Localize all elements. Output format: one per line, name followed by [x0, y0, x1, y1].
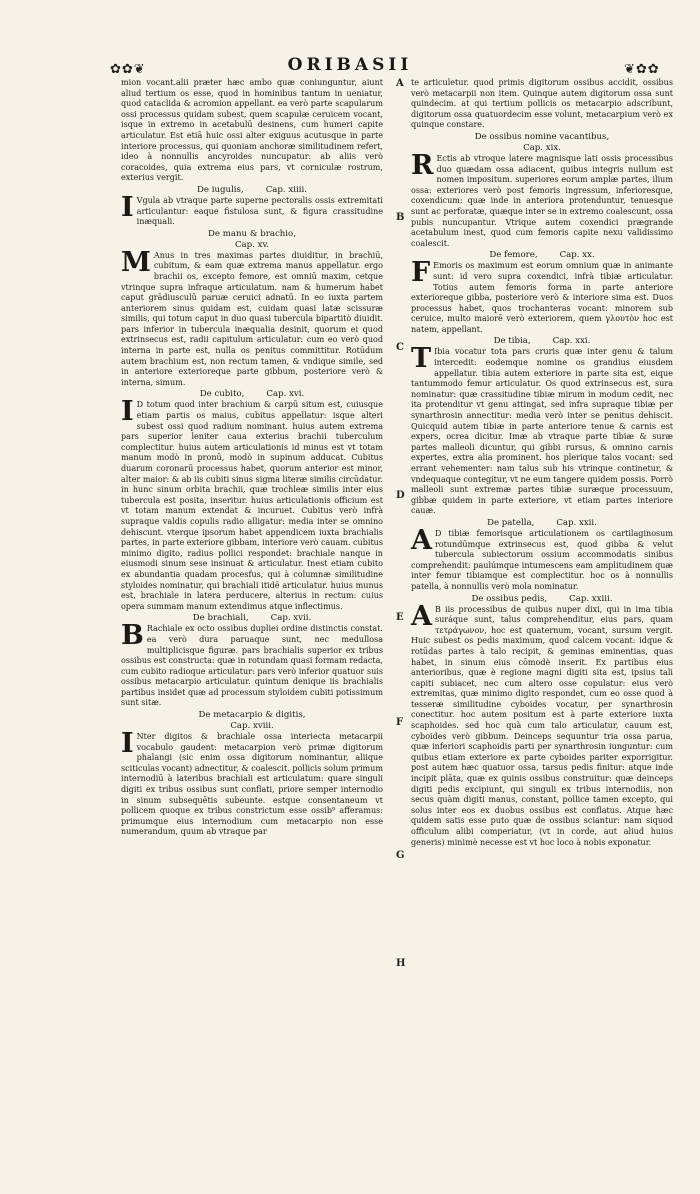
chapter-number: Cap. xxi.	[552, 336, 591, 347]
margin-letter: D	[396, 490, 405, 501]
chapter-number: Cap. xiiii.	[265, 184, 307, 195]
drop-cap-initial: R	[411, 149, 434, 181]
chapter-heading: Cap. xv.	[234, 239, 270, 250]
drop-cap-initial: F	[411, 257, 431, 289]
chapter-heading	[411, 518, 673, 529]
chapter-number: Cap. xxii.	[556, 517, 597, 528]
chapter-title: De cubito,	[199, 389, 245, 400]
margin-letter: F	[396, 717, 404, 728]
paragraph	[121, 396, 383, 612]
drop-cap-initial: M	[121, 246, 151, 278]
paragraph	[121, 728, 383, 838]
chapter-title: De manu & brachio,	[208, 228, 296, 239]
chapter-number: Cap. xx.	[559, 250, 595, 261]
drop-cap-initial: T	[411, 343, 432, 375]
chapter-title: De iugulis,	[197, 184, 244, 195]
chapter-heading	[411, 336, 673, 347]
paragraph	[411, 257, 673, 335]
chapter-heading	[121, 613, 383, 624]
drop-cap-initial: A	[411, 600, 432, 632]
paragraph: mion vocant.alii præter hæc ambo quæ coniunguntur, aiunt aliud tertium os esse, quod in hominibus tantum in ueniatur, quod cataclida & acromion appellant. ea verò parte scapularum ossi processus quidam subest, quem scapulæ ceruicem vocant, isque in extremo in acetabulū desinens, cum humeri capite articulatur. Est etiā huic ossi alter exiguus acutusque in parte interiore processus, qui quoniam anchoræ similitudinem refert, ideo à nonnullis ancyroides nuncupatur: ab aliis verò coracoides, quia extrema eius pars, vt corniculæ rostrum, exterius vergit.	[121, 78, 383, 183]
drop-cap-initial: I	[121, 728, 134, 760]
chapter-heading: Cap. xviii.	[230, 721, 274, 732]
margin-letter: C	[396, 342, 404, 353]
paragraph	[411, 343, 673, 517]
chapter-number: Cap. xvii.	[270, 613, 312, 624]
paragraph	[411, 149, 673, 249]
chapter-heading	[121, 185, 383, 196]
paragraph	[411, 600, 673, 849]
chapter-title: De tibia,	[493, 336, 531, 347]
chapter-heading: De ossibus nomine vacantibus,	[474, 131, 610, 142]
margin-letter: G	[396, 850, 405, 861]
paragraph-text: Rachiale ex octo ossibus dupliei ordine distinctis constat. ea verò dura paruaque sunt, nec medullosa multiplicisque figuræ. pars brachialis superior ex tribus ossibus est constructa: quæ in rotundam quasi formam redacta, cum cubito radioque articulatur: pars verò inferior quatuor suis ossibus metacarpio articulatur. quintum denique iis brachialis partibus insidet quæ ad processum styloidem cubiti potissimum sunt sitæ.	[121, 624, 383, 708]
chapter-heading	[121, 389, 383, 400]
paragraph-text: Ectis ab vtroque latere magnisque lati ossis processibus duo quædam ossa adiacent, quibus integris nullum est nomen impositum. superiores eorum amplæ partes, ilium ossa: exteriores verò post femoris ingressum, inferioresque, coxendicum: quæ inde in anteriora protenduntur, tenuesque sunt ac perforatæ, quæque inter se in extremo coalescunt, ossa pubis nuncupantur. Vtrique autem coxendici prægrande acetabulum inest, quod cum femoris capite nexu validissimo coalescit.	[411, 153, 673, 248]
chapter-number: Cap. xxiii.	[569, 593, 613, 604]
margin-letter: H	[396, 958, 406, 969]
chapter-heading	[121, 229, 383, 240]
paragraph-text: Vgula ab vtraque parte superne pectoralis ossis extremitati articulantur: eaque fistulosa sunt, & figura crassitudine inæquali.	[136, 195, 383, 227]
left-column	[121, 78, 383, 839]
margin-letter: E	[396, 612, 404, 623]
paragraph-text: Emoris os maximum est eorum omnium quæ in animante sunt: id vero supra coxendici, infrà tibiæ articulatur. Totius autem femoris forma in parte anteriore exterioreque gibba, posteriore verò & interiore sima est. Duos processus habet, quos trochanteras vocant: minorem sub ceruice, multo maiorē verò exteriorem, quem γλουτὸν hoc est natem, appellant.	[411, 261, 673, 334]
paragraph	[411, 524, 673, 593]
header-ornament-right: ❦✿✿	[624, 62, 660, 77]
chapter-title: De femore,	[489, 250, 538, 261]
margin-letter: B	[396, 212, 405, 223]
paragraph-text: B iis processibus de quibus nuper dixi, qui in ima tibia suráque sunt, talus comprehenditur, eius pars, quam τετράγωνον, hoc est quaternum, vocant, sursum vergit. Huic subest os pedis maximum, quod calcem vocant: idque & rotūdas partes à talo recipit, & geminas eminentias, quas habet, in sinum eius cōmodè inserit. Ex partibus eius anterioribus, quæ è regione magni digiti sita est, ipsius tali capiti subiacet, nec cum altero osse copulatur: eius verò extremitas, quæ minimo digito respondet, cum eo osse quod à tesseræ similitudine cyboides vocatur, per synarthrosin conectitur. hoc autem positum est à parte exteriore iuxta scaphoides. sed hoc quà cum talo articulatur, cauum est, cyboides verò gibbum. Deinceps sequuntur tria ossa parua, quæ inferiori scaphoidis parti per synarthrosin iunguntur: cum quibus etiam exteriore ex parte cyboides pariter exporrigitur. post autem hæc quatuor ossa, tarsus pedis finitur: atque inde incipit plāta, quæ ex quinis ossibus construitur: quæ deinceps digiti pedis excipiunt, qui singuli ex tribus internodiis, non secus quàm digiti manus, constant, pollice tamen excepto, qui solus inter eos ex duobus ossibus est conflatus. Atque hæc quidem satis esse puto quæ de ossibus sciantur: nam siquod officulum alibi comperiatur, (vt in corde, aut aliud huius generis) minimè necesse est vt hoc loco à nobis exponatur.	[411, 604, 673, 847]
drop-cap-initial: B	[121, 620, 144, 652]
paragraph-text: D tibiæ femorisque articulationem os cartilaginosum rotundūmque extrinsecus est, quod gibba & velut tubercula subiectorum ossium accommodatis sinibus comprehendit: paulúmque intumescens eam amplitudinem quæ inter femur tibiamque est complectitur. hoc os à nonnullis patella, à nonnullis verò mola nominatur.	[411, 528, 673, 591]
paragraph: te articuletur. quod primis digitorum ossibus accidit, ossibus verò metacarpii non item. Quinque autem digitorum ossa sunt quindecim. at qui tertium pollicis os metacarpio adscribunt, digitorum ossa quatuordecim esse volunt, metacarpium verò ex quinque constare.	[411, 78, 673, 130]
paragraph	[121, 246, 383, 389]
paragraph-text: Ibia vocatur tota pars cruris quæ inter genu & talum intercedit: eodemque nomine os grandius eiusdem appellatur. tibia autem exteriore in parte sita est, eique tantummodo femur articulatur. Os quod extrinsecus est, sura nominatur: quæ crassitudine tibiæ mirum in modum cedit, nec ita protenditur vt genu attingat, sed infra supraque tibiæ per synarthrosin annectitur: media verò inter se penitus dehiscit. Quicquid autem tibiæ in parte anteriore tenue & carnis est expers, ocrea dicitur. Imæ ab vtraque parte tibiæ & suræ partes malleoli dicuntur, qui gibbi rursus, & omnino carnis expertes, extra alia prominent. hos plerique talos vocant: sed errant vehementer: nam talus sub his vtrinque continetur, & vndequaque contegitur, vt ne eum tangere quidem possis. Porrò malleoli sunt extremæ partes tibiæ suræque processuum, gibbæ quidem in parte exteriore, vt etiam partes interiore cauæ.	[411, 347, 673, 516]
chapter-number: Cap. xvi.	[266, 389, 305, 400]
drop-cap-initial: I	[121, 396, 134, 428]
paragraph	[121, 191, 383, 228]
margin-letter: A	[396, 78, 404, 89]
chapter-heading: De metacarpio & digitis,	[198, 710, 306, 721]
paragraph-text: Anus in tres maximas partes diuiditur, in brachiū, cubitum, & eam quæ extrema manus appellatur. ergo brachii os, excepto femore, est omniū maxim, cetque vtrinque supra infraque articulatum. nam & humerum habet caput grādiusculū paruæ ceruici adnatū. In eo iuxta partem anteriorem sinus quidam est, cuidam quasi latæ scissuræ similis, qui totum caput in duo quasi tubercula bipartitò diuidit. pars inferior in tubercula inæqualia desinit, quorum ei quod extrinsecus est, radii capitulum articulatur: cum eo verò quod interna in parte est, nulla os penitus committitur. Rotūdum autem brachium est, non rectum tamen, & vndique simile, sed in anteriore exterioreque parte gibbum, posteriore verò & interna, simum.	[121, 250, 383, 387]
header-ornament-left: ✿✿❦	[110, 62, 146, 77]
drop-cap-initial: I	[121, 191, 134, 223]
paragraph-text: Nter digitos & brachiale ossa interiecta metacarpii vocabulo gaudent: metacarpion verò primæ digitorum phalangi (sic enim ossa digitorum nominantur, aliique sciticulas vocant) adnectitur, & coalescit. pollicis solum primum internodiū à lateribus brachiali est articulatum: quare singuli digiti ex tribus ossibus sunt conflati, priore semper internodio in sinum subsequētis subeunte. estque consentaneum vt pollicem quoque ex tribus constrictum esse ossib⁹ afferamus: primumque eius internodium cum metacarpio non esse numerandum, quum ab vtraque par	[121, 732, 383, 837]
running-title: ORIBASII	[287, 55, 413, 75]
chapter-title: De patella,	[487, 517, 535, 528]
chapter-heading	[411, 250, 673, 261]
chapter-heading	[411, 594, 673, 605]
drop-cap-initial: A	[411, 524, 432, 556]
chapter-title: De brachiali,	[192, 613, 249, 624]
paragraph	[121, 620, 383, 709]
chapter-heading: Cap. xix.	[523, 142, 561, 153]
chapter-title: De ossibus pedis,	[471, 593, 548, 604]
paragraph-text: D totum quod inter brachium & carpū situm est, cuiusque etiam partis os maius, cubitus appellatur: isque alteri subest ossi quod radium nominant. huius autem extrema pars superior leniter caua exterius brachii tuberculum complectitur. huius autem articulationis id minus est vt totam manum modò in pronū, modò in supinum adducat. Cubitus duarum coronarū processus habet, quorum anterior est minor, alter maior: & ab iis cubiti sinus sigma literæ similis circūdatur. in hunc sinum orbita brachii, quæ trochleæ similis inter eius tubercula est posita, inseritur. huius articulationis officium est vt totam manum extendat & incuruet. Cubitus verò infrà supraque valdis copulis radio alligatur: media inter se omnino dehiscunt. vterque ipsorum habet appendicem iuxta brachialis partes, in parte exteriore gibbam, interiore verò cauam. cubitus minimo digito, radius pollici respondet: brachiale nanque in eiusmodi sinum sese insinuat & articulatur. Inest etiam cubito ex abundantia quadam procesfus, qui à columnæ similitudine styloides nominatur, qui brachiali itidē articulatur. huius munus est, brachiale in latera perducere, alterius in rectum: cuius opera summam manum extendimus atque inflectimus.	[121, 400, 383, 611]
right-column	[411, 78, 673, 849]
